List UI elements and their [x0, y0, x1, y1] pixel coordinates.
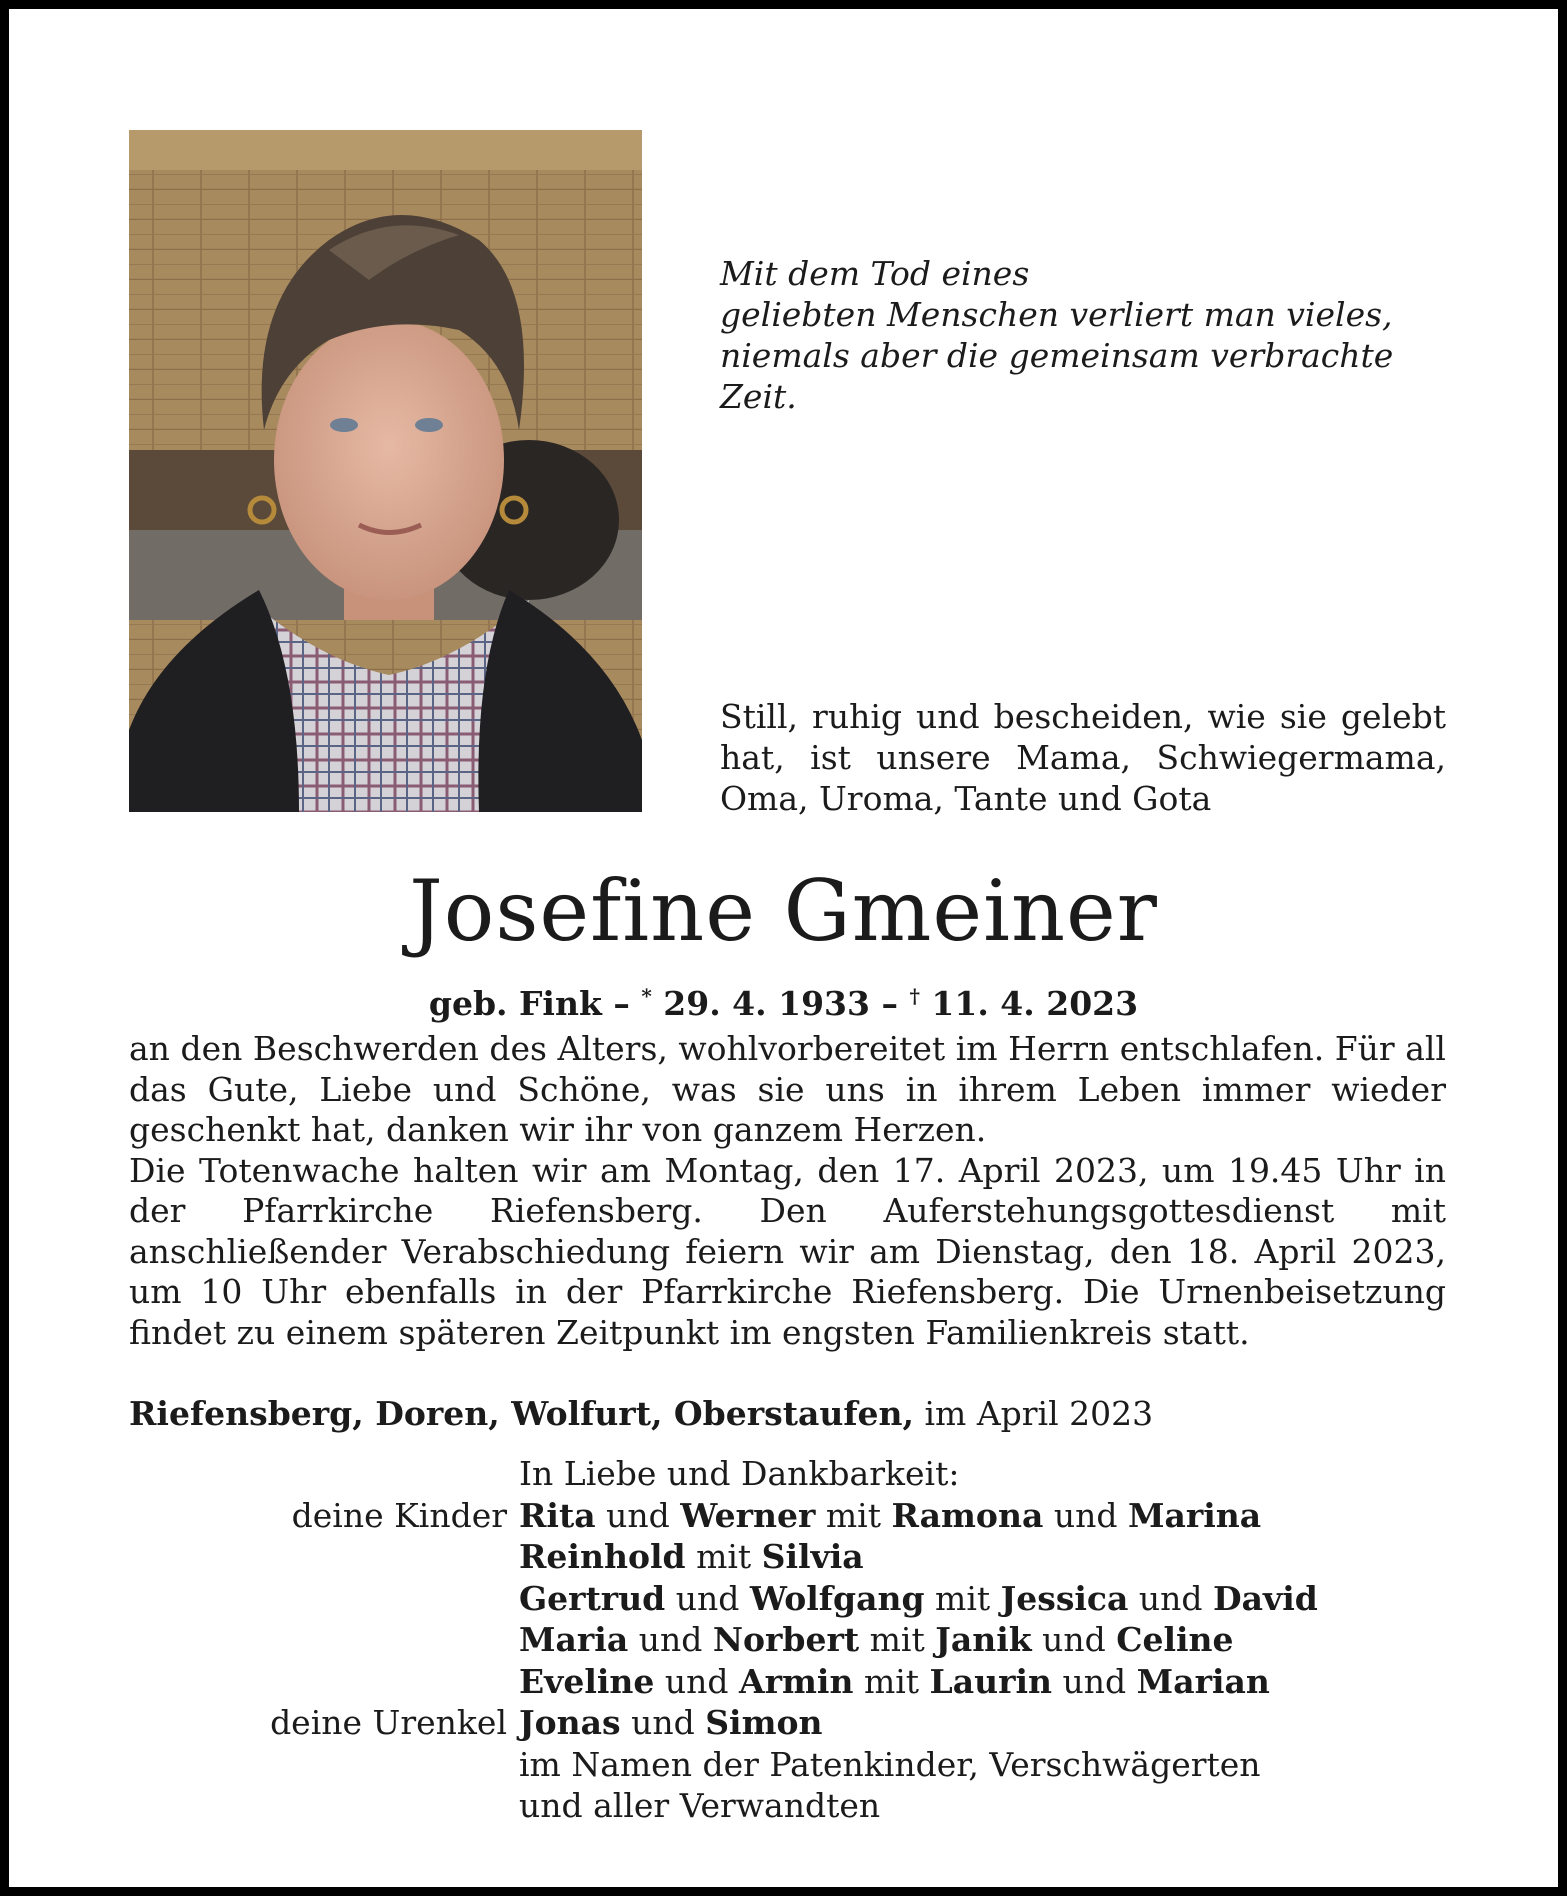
- connector: mit: [924, 1578, 1001, 1618]
- connector: und: [1043, 1495, 1128, 1535]
- connector: mit: [859, 1620, 936, 1659]
- family-row: [129, 1579, 1459, 1621]
- birth-symbol: *: [641, 984, 652, 1008]
- family-label: deine Urenkel: [270, 1703, 507, 1742]
- connector: mit: [853, 1661, 930, 1701]
- death-symbol: †: [909, 984, 920, 1008]
- closing-line: im Namen der Patenkinder, Verschwägerten: [519, 1744, 1261, 1784]
- person-name: Werner: [680, 1495, 816, 1535]
- person-name: Wolfgang: [749, 1578, 925, 1618]
- intro-text: Still, ruhig und bescheiden, wie sie gelebt hat, ist unsere Mama, Schwiegermama, Oma, Uroma, Tante und Gota: [720, 697, 1446, 818]
- memorial-quote: [720, 253, 1480, 417]
- death-date: 11. 4. 2023: [919, 984, 1139, 1023]
- person-name: Armin: [739, 1661, 854, 1701]
- towns: Riefensberg, Doren, Wolfurt, Oberstaufen,: [129, 1394, 914, 1433]
- family-heading: In Liebe und Dankbarkeit:: [519, 1454, 960, 1493]
- family-row: [129, 1496, 1459, 1538]
- person-name: Gertrud: [519, 1578, 666, 1618]
- person-name: Janik: [935, 1620, 1032, 1659]
- family-row: [129, 1662, 1459, 1704]
- life-dates: [9, 975, 1558, 1025]
- person-name: Silvia: [761, 1537, 864, 1576]
- connector: und: [1128, 1578, 1214, 1618]
- person-name: David: [1213, 1578, 1318, 1618]
- connector: und: [665, 1578, 750, 1618]
- person-name: Marina: [1127, 1495, 1262, 1535]
- family-row: [129, 1703, 1459, 1745]
- connector: und: [1052, 1661, 1137, 1701]
- connector: und: [595, 1495, 681, 1535]
- person-name: Rita: [519, 1495, 596, 1535]
- connector: und: [1031, 1620, 1117, 1659]
- connector: und: [654, 1661, 740, 1701]
- person-name: Jonas: [519, 1703, 621, 1742]
- obituary-body: [129, 1029, 1446, 1353]
- obituary-page: [9, 9, 1558, 1887]
- person-name: Jessica: [1000, 1578, 1129, 1618]
- person-name: Maria: [519, 1620, 629, 1659]
- person-name: Ramona: [891, 1495, 1044, 1535]
- family-row: [129, 1620, 1459, 1662]
- person-name: Laurin: [929, 1661, 1053, 1701]
- quote-line: niemals aber die gemeinsam verbrachte Zeit.: [720, 336, 1394, 416]
- connector: mit: [815, 1495, 892, 1535]
- connector: mit: [685, 1537, 762, 1576]
- portrait-photo: [129, 130, 642, 812]
- date-text: im April 2023: [914, 1394, 1154, 1433]
- body-paragraph: Die Totenwache halten wir am Montag, den 17. April 2023, um 19.45 Uhr in der Pfarrkirche Riefensberg. Den Auferstehungsgottesdienst mit anschließender Verabschiedung feiern wir am Dienstag, den 18. April 2023, um 10 Uhr ebenfalls in der Pfarrkirche Riefensberg. Die Urnenbeisetzung findet zu einem späteren Zeitpunkt im engsten Familienkreis statt.: [129, 1150, 1446, 1352]
- mourners-list: [129, 1454, 1459, 1828]
- portrait-image: [129, 130, 642, 812]
- maiden-name: geb. Fink: [428, 984, 602, 1023]
- birth-date: 29. 4. 1933: [651, 984, 870, 1023]
- closing-line: und aller Verwandten: [519, 1786, 881, 1825]
- dash: –: [601, 984, 642, 1023]
- quote-line: geliebten Menschen verliert man vieles,: [720, 295, 1393, 334]
- connector: und: [620, 1703, 706, 1742]
- person-name: Simon: [705, 1703, 823, 1742]
- deceased-name: Josefine Gmeiner: [409, 862, 1158, 960]
- family-row: [129, 1537, 1459, 1579]
- body-paragraph: an den Beschwerden des Alters, wohlvorbereitet im Herrn entschlafen. Für all das Gute, Liebe und Schöne, was sie uns in ihrem Leben immer wieder geschenkt hat, danken wir ihr von ganzem Herzen.: [129, 1029, 1446, 1149]
- dash: –: [869, 984, 910, 1023]
- person-name: Norbert: [712, 1620, 860, 1659]
- person-name: Marian: [1136, 1661, 1270, 1701]
- person-name: Celine: [1116, 1620, 1234, 1659]
- person-name: Reinhold: [519, 1537, 686, 1576]
- connector: und: [628, 1620, 713, 1659]
- place-and-date: [129, 1393, 1459, 1434]
- family-label: deine Kinder: [291, 1495, 507, 1535]
- quote-line: Mit dem Tod eines: [720, 254, 1030, 293]
- person-name: Eveline: [519, 1661, 655, 1701]
